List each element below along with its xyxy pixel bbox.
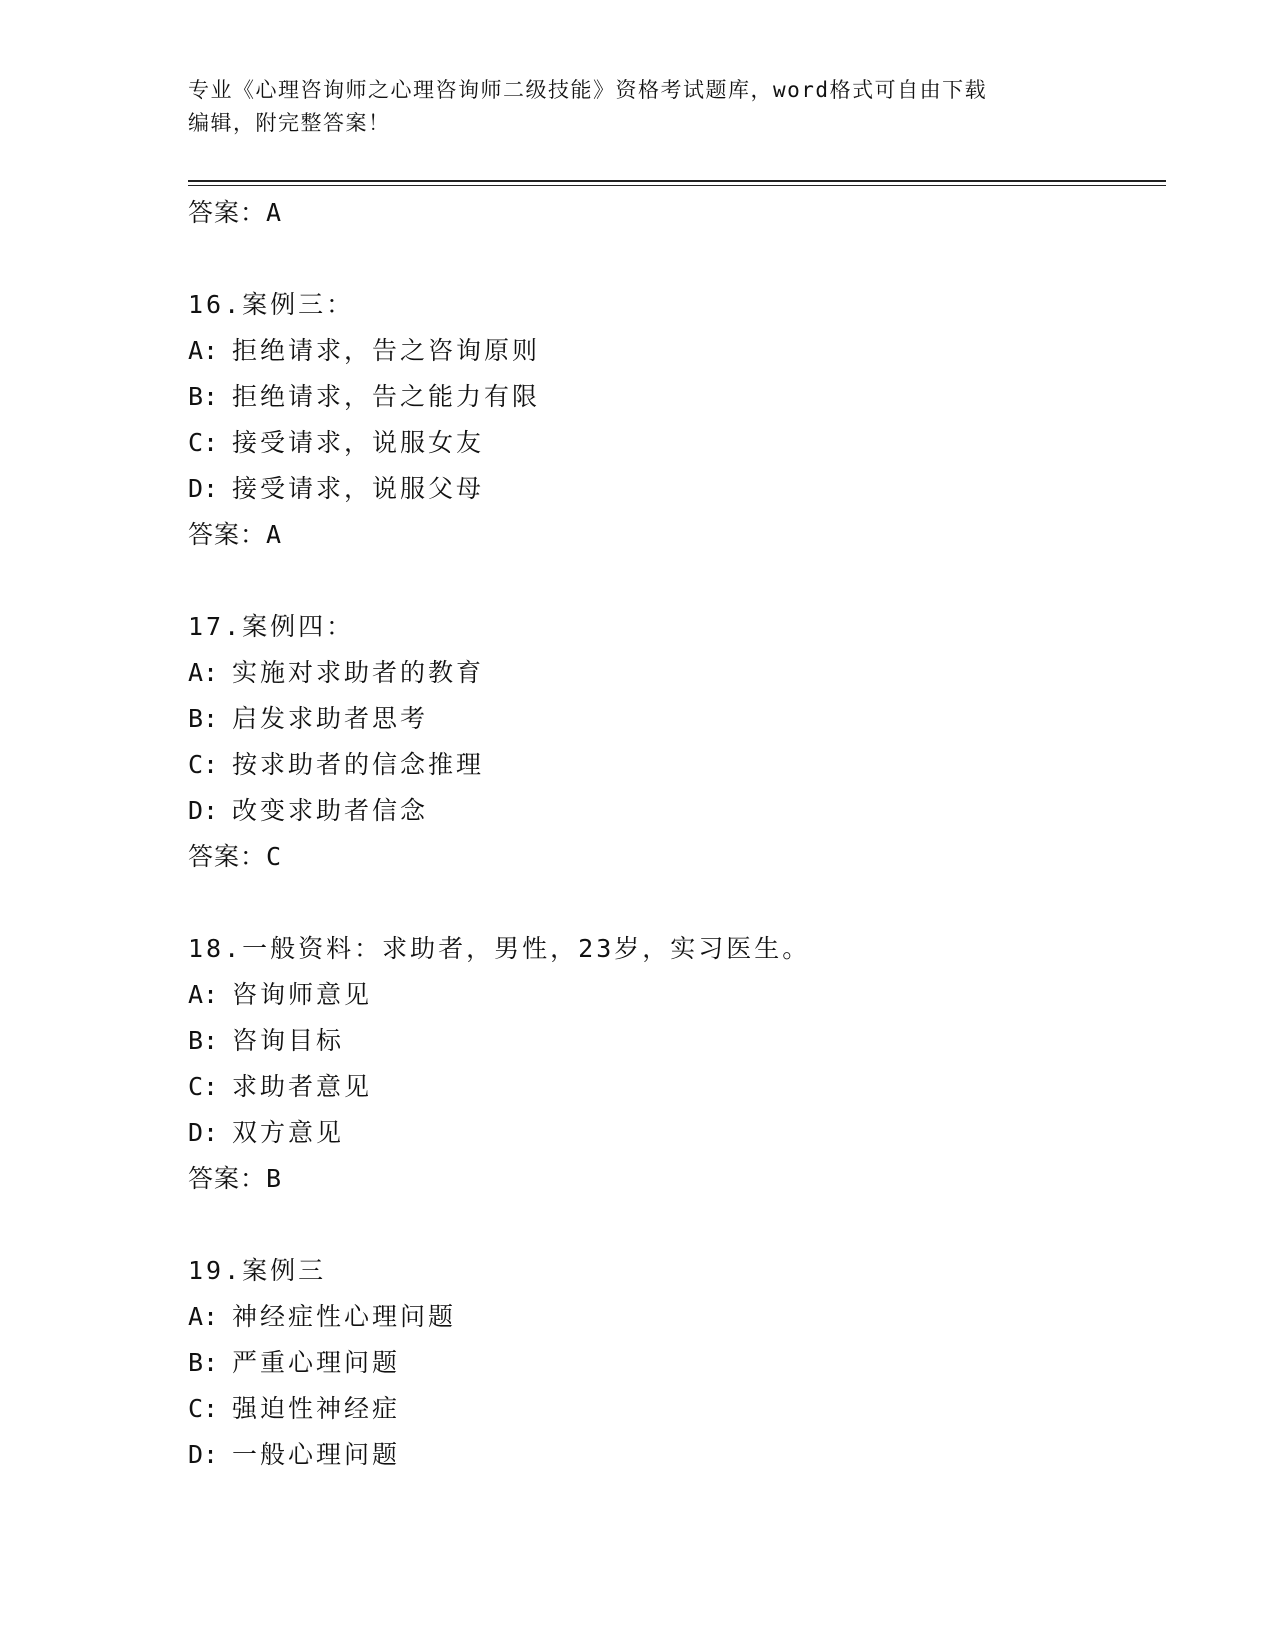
option-letter: B: [188,704,219,733]
question-number: 16. [188,290,243,319]
option-d [188,1432,1168,1478]
answer-label: 答案： [188,1164,267,1193]
option-b [188,1018,1168,1064]
option-letter: A: [188,1302,219,1331]
option-letter: D: [188,796,219,825]
option-d [188,1110,1168,1156]
question-18 [188,926,1168,1202]
option-text: 实施对求助者的教育 [232,658,485,687]
question-number: 18. [188,934,243,963]
answer-line [188,190,1168,236]
option-c [188,1064,1168,1110]
question-title [188,282,1168,328]
option-letter: B: [188,382,219,411]
question-text: 案例三 [242,1256,327,1285]
option-d [188,466,1168,512]
option-letter: D: [188,1440,219,1469]
option-c [188,420,1168,466]
spacer [188,558,1168,604]
option-a [188,972,1168,1018]
option-letter: A: [188,336,219,365]
option-text: 双方意见 [232,1118,345,1147]
option-text: 咨询目标 [232,1026,345,1055]
question-text: 案例三： [242,290,355,319]
answer-value: B [266,1164,283,1193]
option-text: 按求助者的信念推理 [232,750,485,779]
option-b [188,1340,1168,1386]
option-c [188,1386,1168,1432]
spacer [188,1202,1168,1248]
answer-value: A [266,198,283,227]
option-c [188,742,1168,788]
answer-label: 答案： [188,198,267,227]
option-text: 拒绝请求，告之咨询原则 [232,336,541,365]
question-title [188,604,1168,650]
option-text: 改变求助者信念 [232,796,429,825]
question-number: 19. [188,1256,243,1285]
option-letter: B: [188,1348,219,1377]
option-text: 求助者意见 [232,1072,373,1101]
option-letter: C: [188,1072,219,1101]
question-19 [188,1248,1168,1478]
option-text: 严重心理问题 [232,1348,401,1377]
answer-value: A [266,520,283,549]
question-title [188,1248,1168,1294]
document-header [188,74,1088,140]
option-letter: C: [188,750,219,779]
option-text: 接受请求，说服女友 [232,428,485,457]
option-letter: A: [188,980,219,1009]
question-text: 案例四： [242,612,355,641]
option-letter: C: [188,428,219,457]
answer-line [188,512,1168,558]
option-text: 咨询师意见 [232,980,373,1009]
option-text: 一般心理问题 [232,1440,401,1469]
option-b [188,374,1168,420]
question-number: 17. [188,612,243,641]
answer-value: C [266,842,283,871]
option-text: 神经症性心理问题 [232,1302,457,1331]
answer-line [188,834,1168,880]
option-letter: A: [188,658,219,687]
header-line-2: 编辑，附完整答案！ [188,111,391,135]
header-divider-thick [188,180,1166,182]
option-text: 拒绝请求，告之能力有限 [232,382,541,411]
question-text: 一般资料：求助者，男性，23岁，实习医生。 [242,934,811,963]
header-line-1: 专业《心理咨询师之心理咨询师二级技能》资格考试题库，word格式可自由下载 [188,78,988,102]
answer-label: 答案： [188,520,267,549]
header-divider-thin [188,185,1166,186]
option-text: 接受请求，说服父母 [232,474,485,503]
answer-line [188,1156,1168,1202]
spacer [188,236,1168,282]
option-a [188,650,1168,696]
option-text: 强迫性神经症 [232,1394,401,1423]
option-a [188,328,1168,374]
option-d [188,788,1168,834]
option-letter: B: [188,1026,219,1055]
option-text: 启发求助者思考 [232,704,429,733]
spacer [188,880,1168,926]
answer-label: 答案： [188,842,267,871]
option-letter: C: [188,1394,219,1423]
question-list [188,190,1168,1478]
question-title [188,926,1168,972]
option-letter: D: [188,474,219,503]
question-17 [188,604,1168,880]
option-letter: D: [188,1118,219,1147]
option-b [188,696,1168,742]
option-a [188,1294,1168,1340]
question-16 [188,282,1168,558]
